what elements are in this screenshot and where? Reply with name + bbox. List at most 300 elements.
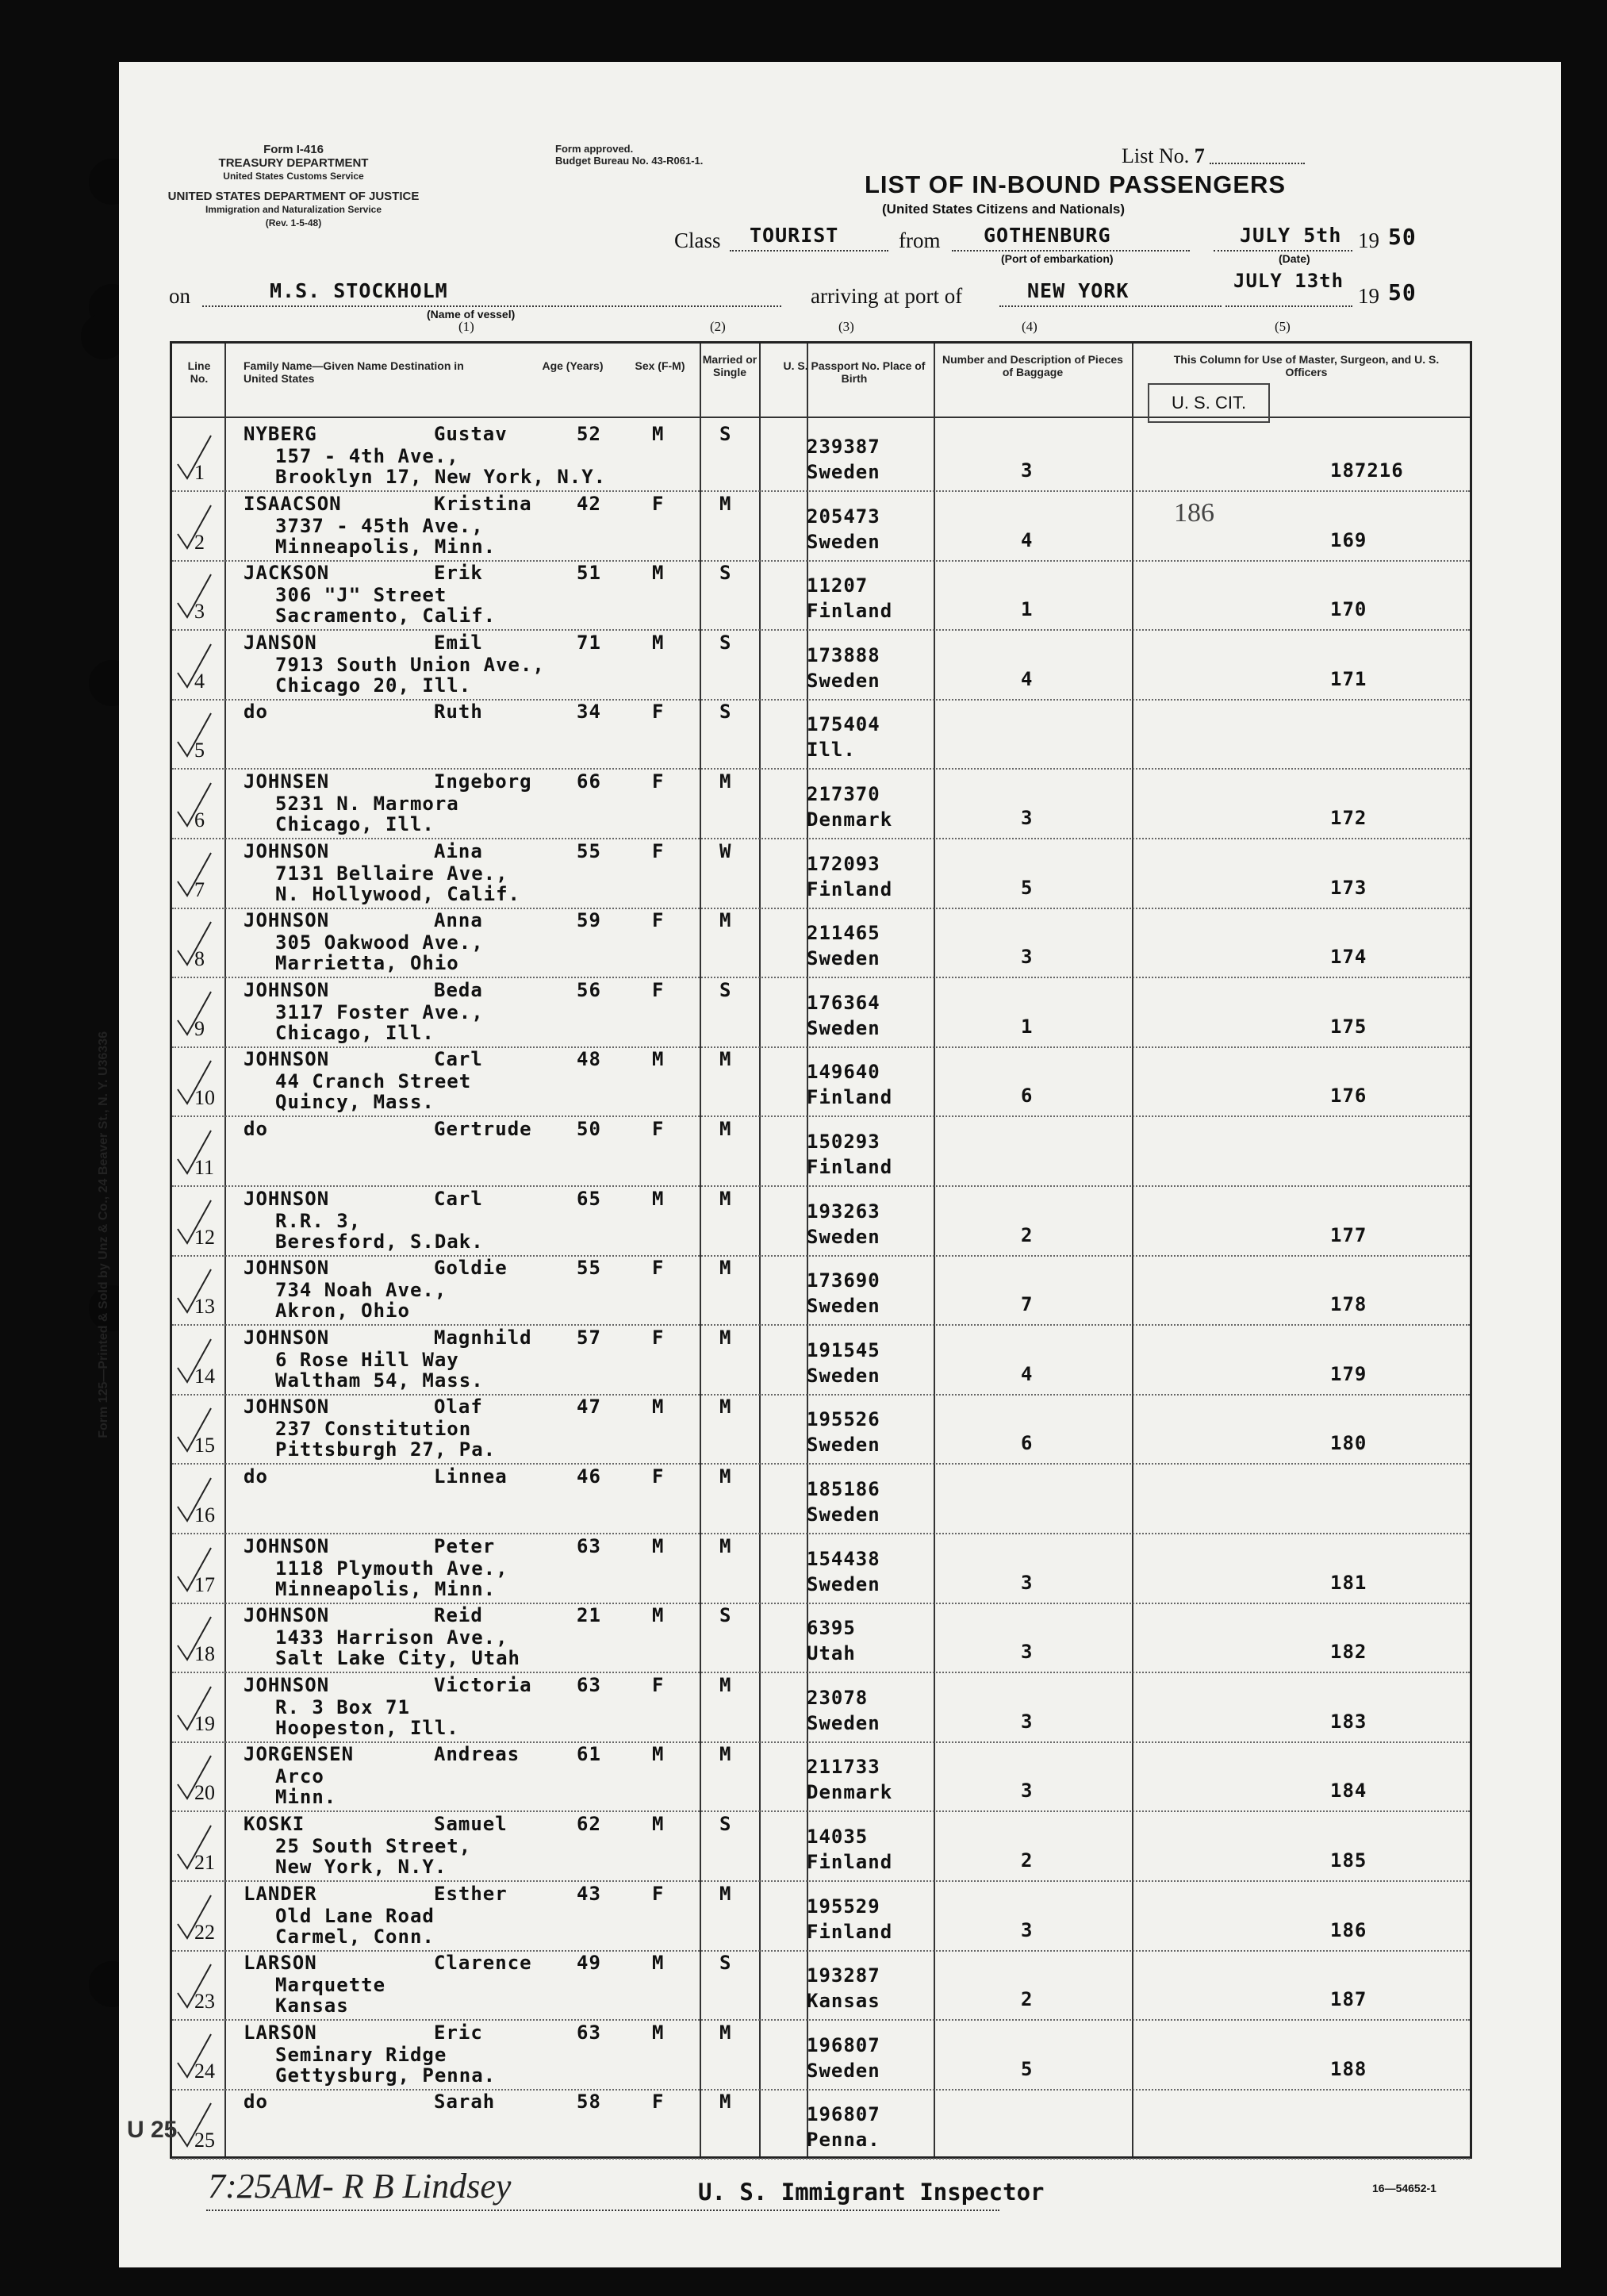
place-of-birth: Sweden bbox=[807, 1364, 880, 1387]
officer-number: 184 bbox=[1330, 1780, 1367, 1803]
sex: F bbox=[652, 909, 665, 932]
age: 51 bbox=[577, 562, 601, 585]
place-of-birth: Sweden bbox=[807, 530, 880, 553]
officer-number: 177 bbox=[1330, 1223, 1367, 1246]
table-row bbox=[172, 559, 1470, 631]
table-row bbox=[172, 420, 1470, 492]
check-mark-icon bbox=[176, 851, 214, 899]
table-row bbox=[172, 1184, 1470, 1257]
officer-number: 185 bbox=[1330, 1849, 1367, 1872]
officer-number: 181 bbox=[1330, 1571, 1367, 1594]
table-row bbox=[172, 1392, 1470, 1465]
arrival-date-dots bbox=[1225, 305, 1352, 307]
officer-number: 187216 bbox=[1330, 459, 1404, 482]
address-line-1: 25 South Street, bbox=[275, 1835, 472, 1857]
marital-status: W bbox=[719, 839, 732, 862]
given-name: Kristina bbox=[434, 492, 532, 515]
officer-number: 170 bbox=[1330, 598, 1367, 621]
marital-status: S bbox=[719, 1813, 732, 1835]
address-line-1: 1433 Harrison Ave., bbox=[275, 1626, 508, 1649]
us-citizen-stamp: U. S. CIT. bbox=[1148, 383, 1270, 423]
check-mark-icon bbox=[176, 434, 214, 482]
age: 34 bbox=[577, 701, 601, 724]
given-name: Ingeborg bbox=[434, 770, 532, 793]
check-mark-icon bbox=[176, 781, 214, 829]
table-row bbox=[172, 628, 1470, 701]
place-of-birth: Finland bbox=[807, 1851, 893, 1873]
table-row bbox=[172, 906, 1470, 978]
arrival-year-prefix: 19 bbox=[1358, 284, 1379, 308]
col-header-officers: This Column for Use of Master, Surgeon, and U. S. Officers bbox=[1173, 353, 1440, 378]
passport-number: 14035 bbox=[807, 1826, 869, 1848]
given-name: Esther bbox=[434, 1882, 508, 1905]
check-mark-icon bbox=[176, 1268, 214, 1315]
address-line-1: 305 Oakwood Ave., bbox=[275, 931, 484, 954]
family-name: JOHNSON bbox=[244, 1534, 330, 1557]
sex: F bbox=[652, 839, 665, 862]
address-line-1: Old Lane Road bbox=[275, 1904, 435, 1927]
officer-number: 174 bbox=[1330, 946, 1367, 969]
given-name: Aina bbox=[434, 839, 483, 862]
baggage-count: 3 bbox=[1021, 1641, 1034, 1664]
line-number: 12 bbox=[194, 1225, 215, 1249]
marital-status: M bbox=[719, 492, 732, 515]
family-name: do bbox=[244, 1118, 268, 1140]
check-mark-icon bbox=[176, 1685, 214, 1733]
family-name: JORGENSEN bbox=[244, 1743, 355, 1766]
sex: M bbox=[652, 562, 665, 585]
line-number: 25 bbox=[194, 2129, 215, 2152]
age: 49 bbox=[577, 1952, 601, 1975]
table-row bbox=[172, 1532, 1470, 1604]
sex: F bbox=[652, 770, 665, 793]
budget-bureau: Budget Bureau No. 43-R061-1. bbox=[555, 155, 704, 167]
check-mark-icon bbox=[176, 920, 214, 968]
baggage-count: 3 bbox=[1021, 1918, 1034, 1941]
given-name: Anna bbox=[434, 909, 483, 932]
check-mark-icon bbox=[176, 1546, 214, 1594]
place-of-birth: Sweden bbox=[807, 1434, 880, 1457]
address-line-2: Minneapolis, Minn. bbox=[275, 1577, 497, 1600]
officer-number: 179 bbox=[1330, 1362, 1367, 1385]
col-header-age: Age (Years) bbox=[542, 359, 604, 372]
table-row bbox=[172, 1740, 1470, 1812]
date-dots bbox=[1214, 250, 1352, 251]
address-line-1: 237 Constitution bbox=[275, 1418, 472, 1441]
address-line-1: 7913 South Union Ave., bbox=[275, 653, 545, 676]
family-name: JOHNSON bbox=[244, 1048, 330, 1071]
sex: F bbox=[652, 1882, 665, 1905]
place-of-birth: Denmark bbox=[807, 808, 893, 831]
given-name: Olaf bbox=[434, 1396, 483, 1419]
check-mark-icon bbox=[176, 712, 214, 759]
form-id-block bbox=[159, 143, 428, 230]
passport-number: 23078 bbox=[807, 1686, 869, 1709]
address-line-1: 3737 - 45th Ave., bbox=[275, 514, 484, 537]
line-number: 1 bbox=[194, 461, 205, 484]
justice-dept: UNITED STATES DEPARTMENT OF JUSTICE bbox=[167, 190, 420, 203]
place-of-birth: Sweden bbox=[807, 669, 880, 692]
passport-number: 195526 bbox=[807, 1408, 880, 1431]
given-name: Clarence bbox=[434, 1952, 532, 1975]
col-header-baggage: Number and Description of Pieces of Baggage bbox=[942, 353, 1123, 378]
baggage-count: 5 bbox=[1021, 2057, 1034, 2080]
given-name: Ruth bbox=[434, 701, 483, 724]
place-of-birth: Sweden bbox=[807, 1572, 880, 1595]
family-name: ISAACSON bbox=[244, 492, 342, 515]
family-name: JOHNSEN bbox=[244, 770, 330, 793]
address-line-2: Hoopeston, Ill. bbox=[275, 1716, 459, 1739]
passport-number: 205473 bbox=[807, 505, 880, 528]
address-line-1: R.R. 3, bbox=[275, 1209, 362, 1232]
age: 52 bbox=[577, 423, 601, 445]
sex: M bbox=[652, 2021, 665, 2044]
table-row bbox=[172, 837, 1470, 909]
approval-block bbox=[555, 143, 809, 167]
family-name: NYBERG bbox=[244, 423, 317, 445]
line-number: 3 bbox=[194, 600, 205, 624]
given-name: Gustav bbox=[434, 423, 508, 445]
passport-number: 150293 bbox=[807, 1131, 880, 1153]
sex: F bbox=[652, 701, 665, 724]
baggage-count: 4 bbox=[1021, 528, 1034, 551]
sex: M bbox=[652, 1048, 665, 1071]
sex: M bbox=[652, 631, 665, 654]
place-of-birth: Sweden bbox=[807, 1503, 880, 1526]
sex: M bbox=[652, 1743, 665, 1766]
place-of-birth: Sweden bbox=[807, 947, 880, 970]
passport-number: 176364 bbox=[807, 991, 880, 1014]
officer-number: 173 bbox=[1330, 876, 1367, 899]
table-row bbox=[172, 1115, 1470, 1187]
age: 59 bbox=[577, 909, 601, 932]
baggage-count: 3 bbox=[1021, 807, 1034, 829]
given-name: Victoria bbox=[434, 1673, 532, 1696]
treasury-dept: TREASURY DEPARTMENT bbox=[218, 156, 369, 170]
address-line-2: Sacramento, Calif. bbox=[275, 605, 497, 628]
baggage-count: 1 bbox=[1021, 598, 1034, 621]
officer-number: 175 bbox=[1330, 1015, 1367, 1038]
marital-status: M bbox=[719, 2091, 732, 2114]
passport-number: 173690 bbox=[807, 1269, 880, 1292]
officer-number: 182 bbox=[1330, 1641, 1367, 1664]
given-name: Reid bbox=[434, 1604, 483, 1627]
place-of-birth: Penna. bbox=[807, 2129, 880, 2152]
passport-number: 239387 bbox=[807, 436, 880, 458]
address-line-2: Chicago, Ill. bbox=[275, 813, 435, 835]
officer-number: 178 bbox=[1330, 1293, 1367, 1316]
age: 55 bbox=[577, 839, 601, 862]
baggage-count: 1 bbox=[1021, 1015, 1034, 1038]
family-name: JOHNSON bbox=[244, 1187, 330, 1210]
place-of-birth: Ill. bbox=[807, 739, 856, 762]
sex: M bbox=[652, 1534, 665, 1557]
check-mark-icon bbox=[176, 1615, 214, 1663]
marital-status: M bbox=[719, 1048, 732, 1071]
line-number: 13 bbox=[194, 1295, 215, 1319]
line-number: 11 bbox=[194, 1156, 215, 1179]
family-name: JOHNSON bbox=[244, 1326, 330, 1349]
address-line-1: 6 Rose Hill Way bbox=[275, 1348, 459, 1371]
family-name: JACKSON bbox=[244, 562, 330, 585]
place-of-birth: Sweden bbox=[807, 1295, 880, 1318]
line-number: 18 bbox=[194, 1642, 215, 1666]
page-subtitle: (United States Citizens and Nationals) bbox=[882, 202, 1126, 217]
check-mark-icon bbox=[176, 504, 214, 551]
passport-number: 172093 bbox=[807, 852, 880, 875]
marital-status: M bbox=[719, 1743, 732, 1766]
officer-number: 186 bbox=[1330, 1918, 1367, 1941]
check-mark-icon bbox=[176, 573, 214, 620]
passport-number: 154438 bbox=[807, 1547, 880, 1570]
baggage-count: 3 bbox=[1021, 1780, 1034, 1803]
given-name: Magnhild bbox=[434, 1326, 532, 1349]
age: 47 bbox=[577, 1396, 601, 1419]
baggage-count: 4 bbox=[1021, 667, 1034, 690]
age: 56 bbox=[577, 978, 601, 1001]
line-number: 17 bbox=[194, 1572, 215, 1596]
age: 21 bbox=[577, 1604, 601, 1627]
col-num-3: (3) bbox=[838, 319, 854, 334]
table-row bbox=[172, 490, 1470, 562]
class-label: Class bbox=[674, 228, 721, 252]
from-label: from bbox=[899, 228, 941, 252]
address-line-1: 1118 Plymouth Ave., bbox=[275, 1557, 508, 1580]
check-mark-icon bbox=[176, 1754, 214, 1802]
passport-number: 173888 bbox=[807, 643, 880, 666]
marital-status: M bbox=[719, 1118, 732, 1140]
address-line-2: Salt Lake City, Utah bbox=[275, 1647, 520, 1670]
line-number: 16 bbox=[194, 1503, 215, 1526]
place-of-birth: Denmark bbox=[807, 1781, 893, 1804]
address-line-1: Arco bbox=[275, 1765, 324, 1788]
revision: (Rev. 1-5-48) bbox=[265, 217, 322, 228]
officer-number: 188 bbox=[1330, 2057, 1367, 2080]
line-number: 6 bbox=[194, 808, 205, 831]
baggage-count: 5 bbox=[1021, 876, 1034, 899]
check-mark-icon bbox=[176, 990, 214, 1038]
line-number: 8 bbox=[194, 947, 205, 971]
table-row bbox=[172, 1045, 1470, 1117]
age: 46 bbox=[577, 1465, 601, 1488]
marital-status: M bbox=[719, 1257, 732, 1280]
family-name: do bbox=[244, 1465, 268, 1488]
check-mark-icon bbox=[176, 1338, 214, 1385]
age: 50 bbox=[577, 1118, 601, 1140]
age: 66 bbox=[577, 770, 601, 793]
sex: M bbox=[652, 1813, 665, 1835]
table-row bbox=[172, 1949, 1470, 2021]
check-mark-icon bbox=[176, 1894, 214, 1941]
given-name: Samuel bbox=[434, 1813, 508, 1835]
family-name: JOHNSON bbox=[244, 839, 330, 862]
family-name: JOHNSON bbox=[244, 1396, 330, 1419]
table-row bbox=[172, 976, 1470, 1048]
check-mark-icon bbox=[176, 643, 214, 690]
place-of-birth: Sweden bbox=[807, 1225, 880, 1248]
table-row bbox=[172, 1671, 1470, 1743]
address-line-2: Gettysburg, Penna. bbox=[275, 2064, 497, 2087]
on-label: on bbox=[169, 284, 190, 308]
passport-number: 6395 bbox=[807, 1617, 856, 1640]
class-value: TOURIST bbox=[750, 224, 839, 247]
address-line-2: Pittsburgh 27, Pa. bbox=[275, 1438, 497, 1461]
baggage-count: 6 bbox=[1021, 1432, 1034, 1455]
baggage-count: 2 bbox=[1021, 1988, 1034, 2011]
age: 48 bbox=[577, 1048, 601, 1071]
marital-status: S bbox=[719, 1952, 732, 1975]
line-number: 23 bbox=[194, 1990, 215, 2014]
marital-status: M bbox=[719, 770, 732, 793]
sex: M bbox=[652, 1952, 665, 1975]
address-line-1: Marquette bbox=[275, 1974, 386, 1997]
sex: F bbox=[652, 1673, 665, 1696]
family-name: LANDER bbox=[244, 1882, 317, 1905]
page-title: LIST OF IN-BOUND PASSENGERS bbox=[865, 171, 1287, 198]
address-line-1: 3117 Foster Ave., bbox=[275, 1000, 484, 1023]
printer-note: Form 125—Printed & Sold by Unz & Co., 24 Beaver St., N. Y. U36336 bbox=[97, 1031, 110, 1438]
from-value: GOTHENBURG bbox=[984, 224, 1111, 247]
family-name: LARSON bbox=[244, 2021, 317, 2044]
place-of-birth: Finland bbox=[807, 1156, 893, 1178]
class-dots bbox=[730, 250, 888, 251]
address-line-2: N. Hollywood, Calif. bbox=[275, 882, 520, 905]
address-line-2: Minneapolis, Minn. bbox=[275, 535, 497, 558]
customs-service: United States Customs Service bbox=[223, 171, 364, 182]
date-year-prefix: 19 bbox=[1358, 228, 1379, 252]
check-mark-icon bbox=[176, 1059, 214, 1107]
address-line-2: Waltham 54, Mass. bbox=[275, 1369, 484, 1392]
header-divider bbox=[172, 417, 1470, 418]
address-line-2: Kansas bbox=[275, 1995, 349, 2018]
place-of-birth: Sweden bbox=[807, 1016, 880, 1039]
address-line-2: Marrietta, Ohio bbox=[275, 952, 459, 975]
age: 63 bbox=[577, 2021, 601, 2044]
marital-status: S bbox=[719, 423, 732, 445]
sex: F bbox=[652, 492, 665, 515]
address-line-1: 44 Cranch Street bbox=[275, 1070, 472, 1093]
baggage-count: 4 bbox=[1021, 1362, 1034, 1385]
given-name: Gertrude bbox=[434, 1118, 532, 1140]
date-year: 50 bbox=[1388, 224, 1417, 250]
family-name: LARSON bbox=[244, 1952, 317, 1975]
line-number: 10 bbox=[194, 1086, 215, 1110]
inspector-title: U. S. Immigrant Inspector bbox=[698, 2179, 1045, 2206]
marital-status: M bbox=[719, 2021, 732, 2044]
ins-service: Immigration and Naturalization Service bbox=[205, 204, 382, 215]
place-of-birth: Sweden bbox=[807, 1711, 880, 1734]
passport-number: 149640 bbox=[807, 1061, 880, 1084]
table-row bbox=[172, 1462, 1470, 1534]
age: 43 bbox=[577, 1882, 601, 1905]
given-name: Goldie bbox=[434, 1257, 508, 1280]
family-name: do bbox=[244, 2091, 268, 2114]
address-line-1: 5231 N. Marmora bbox=[275, 793, 459, 815]
place-of-birth: Kansas bbox=[807, 1990, 880, 2013]
place-of-birth: Finland bbox=[807, 1086, 893, 1109]
baggage-count: 7 bbox=[1021, 1293, 1034, 1316]
sex: F bbox=[652, 1118, 665, 1140]
place-of-birth: Sweden bbox=[807, 461, 880, 483]
sex: M bbox=[652, 1396, 665, 1419]
address-line-2: Carmel, Conn. bbox=[275, 1925, 435, 1948]
passport-number: 175404 bbox=[807, 713, 880, 736]
line-number: 9 bbox=[194, 1016, 205, 1040]
vessel-name: M.S. STOCKHOLM bbox=[270, 279, 448, 302]
passport-number: 211733 bbox=[807, 1756, 880, 1779]
table-row bbox=[172, 1254, 1470, 1326]
sex: F bbox=[652, 1465, 665, 1488]
family-name: KOSKI bbox=[244, 1813, 305, 1835]
marital-status: M bbox=[719, 1326, 732, 1349]
passport-number: 195529 bbox=[807, 1895, 880, 1918]
col-header-passport: U. S. Passport No. Place of Birth bbox=[783, 359, 926, 385]
family-name: JOHNSON bbox=[244, 1673, 330, 1696]
margin-stamp: U 25 bbox=[127, 2117, 178, 2143]
sex: M bbox=[652, 1604, 665, 1627]
address-line-1: R. 3 Box 71 bbox=[275, 1695, 410, 1718]
table-row bbox=[172, 697, 1470, 770]
check-mark-icon bbox=[176, 1824, 214, 1872]
col-num-2: (2) bbox=[710, 319, 726, 334]
col-header-sex: Sex (F-M) bbox=[635, 359, 685, 372]
arriving-label: arriving at port of bbox=[811, 284, 963, 308]
marital-status: S bbox=[719, 562, 732, 585]
passport-number: 11207 bbox=[807, 574, 869, 597]
given-name: Linnea bbox=[434, 1465, 508, 1488]
marital-status: M bbox=[719, 909, 732, 932]
check-mark-icon bbox=[176, 2102, 214, 2149]
col-num-1: (1) bbox=[458, 319, 474, 334]
baggage-count: 2 bbox=[1021, 1223, 1034, 1246]
family-name: JANSON bbox=[244, 631, 317, 654]
col-header-line-no: Line No. bbox=[187, 359, 211, 385]
place-of-birth: Finland bbox=[807, 600, 893, 623]
given-name: Beda bbox=[434, 978, 483, 1001]
arrival-port: NEW YORK bbox=[1027, 279, 1130, 302]
table-row bbox=[172, 2018, 1470, 2091]
check-mark-icon bbox=[176, 2033, 214, 2080]
address-line-2: Chicago, Ill. bbox=[275, 1021, 435, 1044]
address-line-2: Quincy, Mass. bbox=[275, 1091, 435, 1114]
age: 71 bbox=[577, 631, 601, 654]
address-line-2: New York, N.Y. bbox=[275, 1856, 447, 1878]
family-name: JOHNSON bbox=[244, 909, 330, 932]
table-row bbox=[172, 767, 1470, 839]
given-name: Eric bbox=[434, 2021, 483, 2044]
col-header-name: Family Name—Given Name Destination in United States bbox=[244, 359, 464, 385]
marital-status: M bbox=[719, 1187, 732, 1210]
col-num-5: (5) bbox=[1275, 319, 1291, 334]
age: 65 bbox=[577, 1187, 601, 1210]
table-row bbox=[172, 1879, 1470, 1952]
line-number: 5 bbox=[194, 739, 205, 762]
sex: F bbox=[652, 978, 665, 1001]
passport-number: 191545 bbox=[807, 1338, 880, 1361]
table-row bbox=[172, 1323, 1470, 1396]
table-row bbox=[172, 2087, 1470, 2160]
arrival-year: 50 bbox=[1388, 279, 1417, 305]
marital-status: M bbox=[719, 1396, 732, 1419]
baggage-count: 2 bbox=[1021, 1849, 1034, 1872]
address-line-1: Seminary Ridge bbox=[275, 2043, 447, 2066]
sex: F bbox=[652, 1326, 665, 1349]
check-mark-icon bbox=[176, 1199, 214, 1246]
age: 63 bbox=[577, 1534, 601, 1557]
line-number: 7 bbox=[194, 877, 205, 901]
col-num-4: (4) bbox=[1022, 319, 1037, 334]
col-header-married: Married or Single bbox=[702, 353, 757, 378]
